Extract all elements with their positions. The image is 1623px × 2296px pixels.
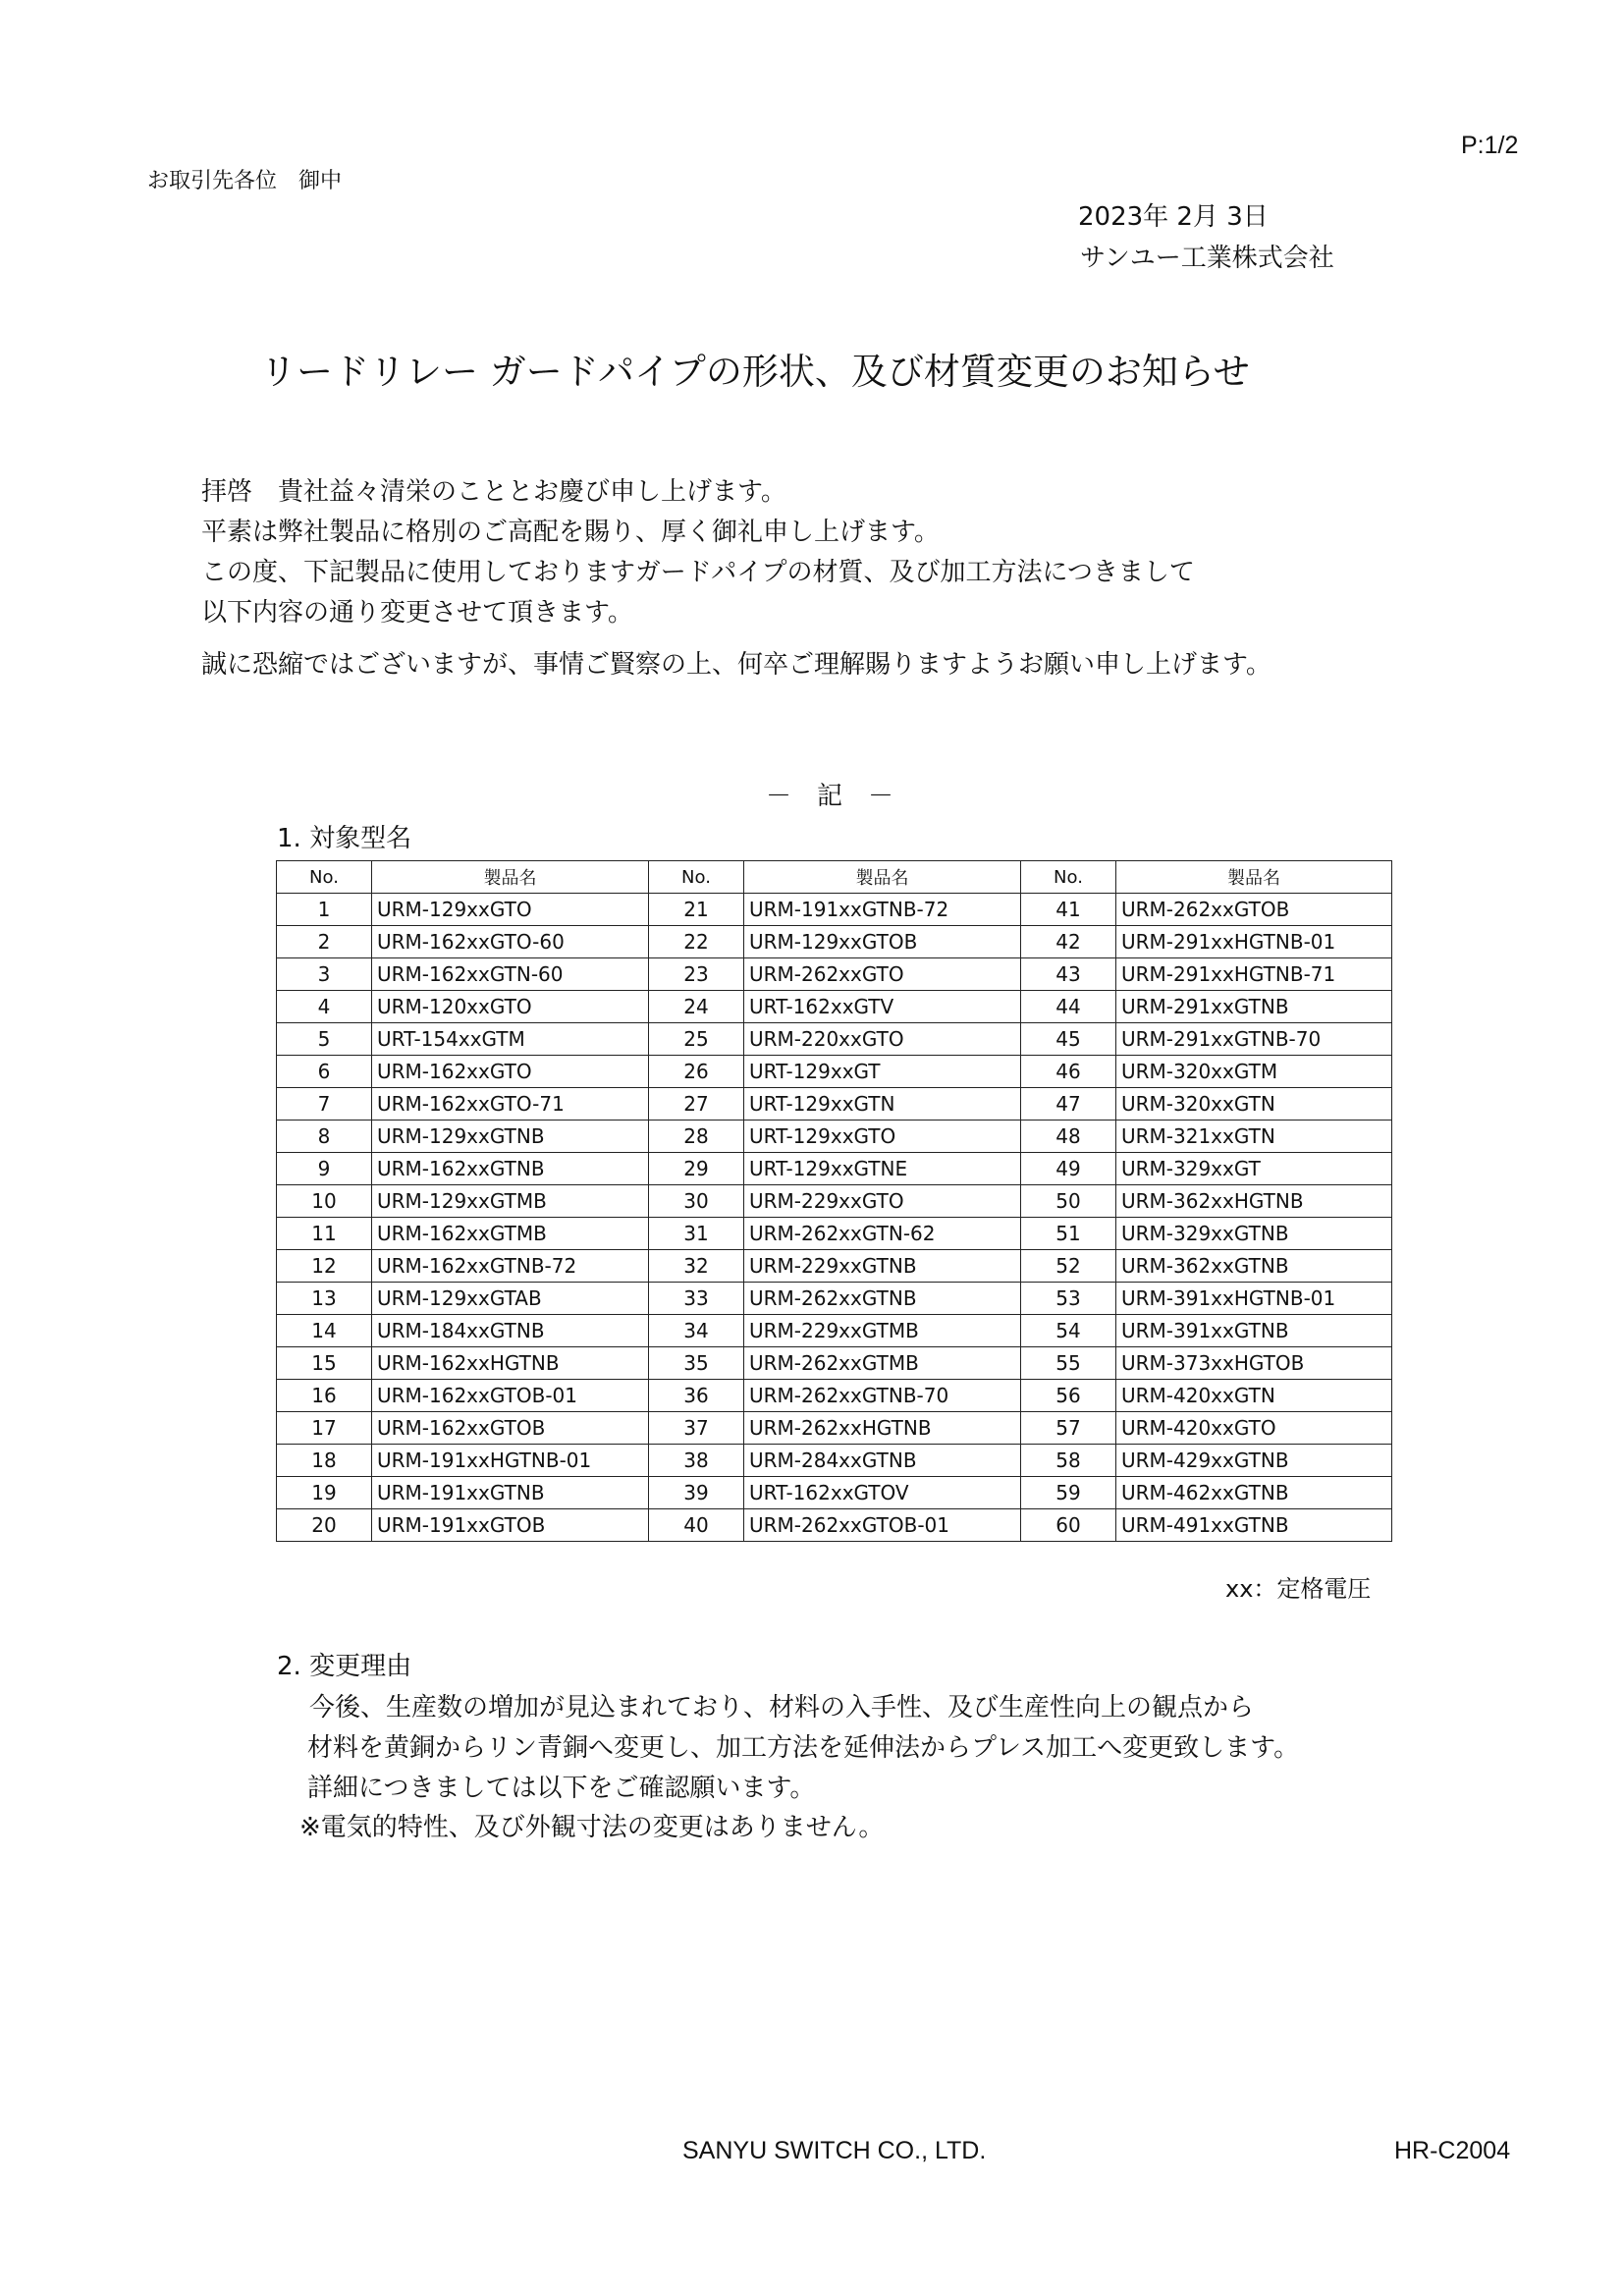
table-header-row — [277, 861, 1392, 894]
table-row — [277, 1056, 1392, 1088]
row-number-cell: 10 — [277, 1185, 372, 1218]
issue-date: 2023年 2月 3日 — [1078, 202, 1269, 232]
product-name-cell: URM-491xxGTNB — [1116, 1509, 1392, 1542]
table-row — [277, 1088, 1392, 1121]
product-name-cell: URM-229xxGTNB — [744, 1250, 1021, 1283]
document-code: HR-C2004 — [1394, 2137, 1511, 2164]
intro-paragraph-4: 以下内容の通り変更させて頂きます。 — [201, 598, 633, 628]
row-number-cell: 34 — [649, 1315, 744, 1347]
table-row — [277, 1315, 1392, 1347]
row-number-cell: 55 — [1021, 1347, 1116, 1380]
row-number-cell: 42 — [1021, 926, 1116, 958]
table-row — [277, 1121, 1392, 1153]
product-name-cell: URM-162xxGTOB — [372, 1412, 649, 1445]
row-number-cell: 38 — [649, 1445, 744, 1477]
table-row — [277, 1509, 1392, 1542]
product-name-cell: URM-291xxHGTNB-71 — [1116, 958, 1392, 991]
product-name-cell: URM-162xxGTNB — [372, 1153, 649, 1185]
product-name-cell: URM-120xxGTO — [372, 991, 649, 1023]
table-row — [277, 991, 1392, 1023]
product-name-cell: URM-462xxGTNB — [1116, 1477, 1392, 1509]
product-name-cell: URT-129xxGTNE — [744, 1153, 1021, 1185]
product-name-cell: URM-184xxGTNB — [372, 1315, 649, 1347]
product-name-cell: URT-154xxGTM — [372, 1023, 649, 1056]
product-name-cell: URM-262xxGTO — [744, 958, 1021, 991]
table-row — [277, 1283, 1392, 1315]
header-product-name: 製品名 — [1116, 861, 1392, 894]
product-name-cell: URT-129xxGTO — [744, 1121, 1021, 1153]
row-number-cell: 49 — [1021, 1153, 1116, 1185]
row-number-cell: 57 — [1021, 1412, 1116, 1445]
reason-note: ※電気的特性、及び外観寸法の変更はありません。 — [299, 1813, 885, 1842]
row-number-cell: 37 — [649, 1412, 744, 1445]
row-number-cell: 39 — [649, 1477, 744, 1509]
row-number-cell: 30 — [649, 1185, 744, 1218]
intro-paragraph-1: 拝啓 貴社益々清栄のこととお慶び申し上げます。 — [201, 477, 786, 507]
product-name-cell: URM-162xxGTO-71 — [372, 1088, 649, 1121]
product-name-cell: URM-291xxHGTNB-01 — [1116, 926, 1392, 958]
table-row — [277, 1023, 1392, 1056]
row-number-cell: 12 — [277, 1250, 372, 1283]
row-number-cell: 21 — [649, 894, 744, 926]
reason-line-3: 詳細につきましては以下をご確認願います。 — [307, 1774, 816, 1803]
row-number-cell: 50 — [1021, 1185, 1116, 1218]
product-name-cell: URM-129xxGTMB — [372, 1185, 649, 1218]
target-model-table — [276, 860, 1392, 1542]
table-row — [277, 1250, 1392, 1283]
table-body — [277, 894, 1392, 1542]
product-name-cell: URM-329xxGTNB — [1116, 1218, 1392, 1250]
row-number-cell: 2 — [277, 926, 372, 958]
row-number-cell: 13 — [277, 1283, 372, 1315]
product-name-cell: URM-191xxGTOB — [372, 1509, 649, 1542]
product-name-cell: URT-129xxGT — [744, 1056, 1021, 1088]
intro-paragraph-5: 誠に恐縮ではございますが、事情ご賢察の上、何卒ご理解賜りますようお願い申し上げます。 — [201, 650, 1271, 680]
row-number-cell: 8 — [277, 1121, 372, 1153]
row-number-cell: 32 — [649, 1250, 744, 1283]
product-name-cell: URM-129xxGTAB — [372, 1283, 649, 1315]
product-name-cell: URM-420xxGTO — [1116, 1412, 1392, 1445]
intro-paragraph-2: 平素は弊社製品に格別のご高配を賜り、厚く御礼申し上げます。 — [201, 518, 940, 547]
row-number-cell: 31 — [649, 1218, 744, 1250]
row-number-cell: 58 — [1021, 1445, 1116, 1477]
product-name-cell: URM-329xxGT — [1116, 1153, 1392, 1185]
row-number-cell: 7 — [277, 1088, 372, 1121]
table-row — [277, 894, 1392, 926]
header-no: No. — [1021, 861, 1116, 894]
product-name-cell: URM-291xxGTNB — [1116, 991, 1392, 1023]
row-number-cell: 14 — [277, 1315, 372, 1347]
row-number-cell: 45 — [1021, 1023, 1116, 1056]
row-number-cell: 24 — [649, 991, 744, 1023]
row-number-cell: 56 — [1021, 1380, 1116, 1412]
table-row — [277, 958, 1392, 991]
table-row — [277, 1218, 1392, 1250]
product-name-cell: URT-162xxGTV — [744, 991, 1021, 1023]
product-name-cell: URM-162xxHGTNB — [372, 1347, 649, 1380]
table-row — [277, 1185, 1392, 1218]
row-number-cell: 11 — [277, 1218, 372, 1250]
product-name-cell: URM-391xxGTNB — [1116, 1315, 1392, 1347]
section-heading-change-reason: 2. 変更理由 — [277, 1652, 412, 1681]
product-name-cell: URM-420xxGTN — [1116, 1380, 1392, 1412]
product-name-cell: URM-262xxGTNB-70 — [744, 1380, 1021, 1412]
product-name-cell: URM-262xxGTOB-01 — [744, 1509, 1021, 1542]
product-name-cell: URM-373xxHGTOB — [1116, 1347, 1392, 1380]
table-row — [277, 1445, 1392, 1477]
row-number-cell: 5 — [277, 1023, 372, 1056]
row-number-cell: 15 — [277, 1347, 372, 1380]
product-name-cell: URM-162xxGTOB-01 — [372, 1380, 649, 1412]
product-name-cell: URM-162xxGTNB-72 — [372, 1250, 649, 1283]
product-name-cell: URM-320xxGTM — [1116, 1056, 1392, 1088]
product-name-cell: URM-291xxGTNB-70 — [1116, 1023, 1392, 1056]
section-heading-target-models: 1. 対象型名 — [277, 824, 412, 853]
row-number-cell: 54 — [1021, 1315, 1116, 1347]
product-name-cell: URM-162xxGTO-60 — [372, 926, 649, 958]
product-name-cell: URM-162xxGTMB — [372, 1218, 649, 1250]
product-name-cell: URT-129xxGTN — [744, 1088, 1021, 1121]
product-name-cell: URM-429xxGTNB — [1116, 1445, 1392, 1477]
product-name-cell: URM-284xxGTNB — [744, 1445, 1021, 1477]
product-name-cell: URM-220xxGTO — [744, 1023, 1021, 1056]
table-row — [277, 926, 1392, 958]
header-product-name: 製品名 — [744, 861, 1021, 894]
reason-line-1: 今後、生産数の増加が見込まれており、材料の入手性、及び生産性向上の観点から — [309, 1693, 1255, 1722]
product-name-cell: URM-362xxGTNB — [1116, 1250, 1392, 1283]
product-name-cell: URM-129xxGTO — [372, 894, 649, 926]
table-row — [277, 1153, 1392, 1185]
row-number-cell: 19 — [277, 1477, 372, 1509]
product-name-cell: URM-229xxGTMB — [744, 1315, 1021, 1347]
row-number-cell: 41 — [1021, 894, 1116, 926]
row-number-cell: 51 — [1021, 1218, 1116, 1250]
product-name-cell: URM-362xxHGTNB — [1116, 1185, 1392, 1218]
table-row — [277, 1477, 1392, 1509]
document-title: リードリレー ガードパイプの形状、及び材質変更のお知らせ — [260, 351, 1250, 393]
row-number-cell: 3 — [277, 958, 372, 991]
row-number-cell: 35 — [649, 1347, 744, 1380]
row-number-cell: 6 — [277, 1056, 372, 1088]
product-name-cell: URM-229xxGTO — [744, 1185, 1021, 1218]
recipient-line: お取引先各位 御中 — [147, 169, 343, 193]
ki-heading: － 記 － — [766, 782, 894, 811]
table-note: xx：定格電圧 — [1225, 1575, 1372, 1603]
header-no: No. — [649, 861, 744, 894]
intro-paragraph-3: この度、下記製品に使用しておりますガードパイプの材質、及び加工方法につきまして — [201, 558, 1195, 587]
row-number-cell: 18 — [277, 1445, 372, 1477]
row-number-cell: 60 — [1021, 1509, 1116, 1542]
product-name-cell: URM-262xxGTOB — [1116, 894, 1392, 926]
row-number-cell: 53 — [1021, 1283, 1116, 1315]
row-number-cell: 23 — [649, 958, 744, 991]
row-number-cell: 20 — [277, 1509, 372, 1542]
row-number-cell: 28 — [649, 1121, 744, 1153]
product-name-cell: URM-129xxGTOB — [744, 926, 1021, 958]
page-number: P:1/2 — [1461, 132, 1519, 159]
product-name-cell: URM-129xxGTNB — [372, 1121, 649, 1153]
row-number-cell: 47 — [1021, 1088, 1116, 1121]
row-number-cell: 46 — [1021, 1056, 1116, 1088]
row-number-cell: 48 — [1021, 1121, 1116, 1153]
row-number-cell: 17 — [277, 1412, 372, 1445]
issuer-company: サンユー工業株式会社 — [1080, 244, 1334, 273]
product-name-cell: URM-191xxGTNB-72 — [744, 894, 1021, 926]
row-number-cell: 26 — [649, 1056, 744, 1088]
product-name-cell: URM-191xxHGTNB-01 — [372, 1445, 649, 1477]
row-number-cell: 9 — [277, 1153, 372, 1185]
row-number-cell: 36 — [649, 1380, 744, 1412]
table-row — [277, 1412, 1392, 1445]
row-number-cell: 40 — [649, 1509, 744, 1542]
row-number-cell: 4 — [277, 991, 372, 1023]
table-row — [277, 1347, 1392, 1380]
header-no: No. — [277, 861, 372, 894]
row-number-cell: 43 — [1021, 958, 1116, 991]
product-name-cell: URM-262xxGTN-62 — [744, 1218, 1021, 1250]
row-number-cell: 33 — [649, 1283, 744, 1315]
product-name-cell: URM-262xxGTMB — [744, 1347, 1021, 1380]
header-product-name: 製品名 — [372, 861, 649, 894]
product-name-cell: URM-262xxGTNB — [744, 1283, 1021, 1315]
row-number-cell: 52 — [1021, 1250, 1116, 1283]
product-name-cell: URM-162xxGTN-60 — [372, 958, 649, 991]
row-number-cell: 22 — [649, 926, 744, 958]
row-number-cell: 1 — [277, 894, 372, 926]
product-name-cell: URM-320xxGTN — [1116, 1088, 1392, 1121]
row-number-cell: 16 — [277, 1380, 372, 1412]
row-number-cell: 29 — [649, 1153, 744, 1185]
footer-company: SANYU SWITCH CO., LTD. — [682, 2137, 987, 2164]
row-number-cell: 27 — [649, 1088, 744, 1121]
row-number-cell: 59 — [1021, 1477, 1116, 1509]
product-name-cell: URM-321xxGTN — [1116, 1121, 1392, 1153]
row-number-cell: 25 — [649, 1023, 744, 1056]
reason-line-2: 材料を黄銅からリン青銅へ変更し、加工方法を延伸法からプレス加工へ変更致します。 — [307, 1733, 1300, 1763]
product-name-cell: URM-162xxGTO — [372, 1056, 649, 1088]
product-name-cell: URM-391xxHGTNB-01 — [1116, 1283, 1392, 1315]
product-name-cell: URM-262xxHGTNB — [744, 1412, 1021, 1445]
row-number-cell: 44 — [1021, 991, 1116, 1023]
table-row — [277, 1380, 1392, 1412]
product-name-cell: URM-191xxGTNB — [372, 1477, 649, 1509]
product-name-cell: URT-162xxGTOV — [744, 1477, 1021, 1509]
